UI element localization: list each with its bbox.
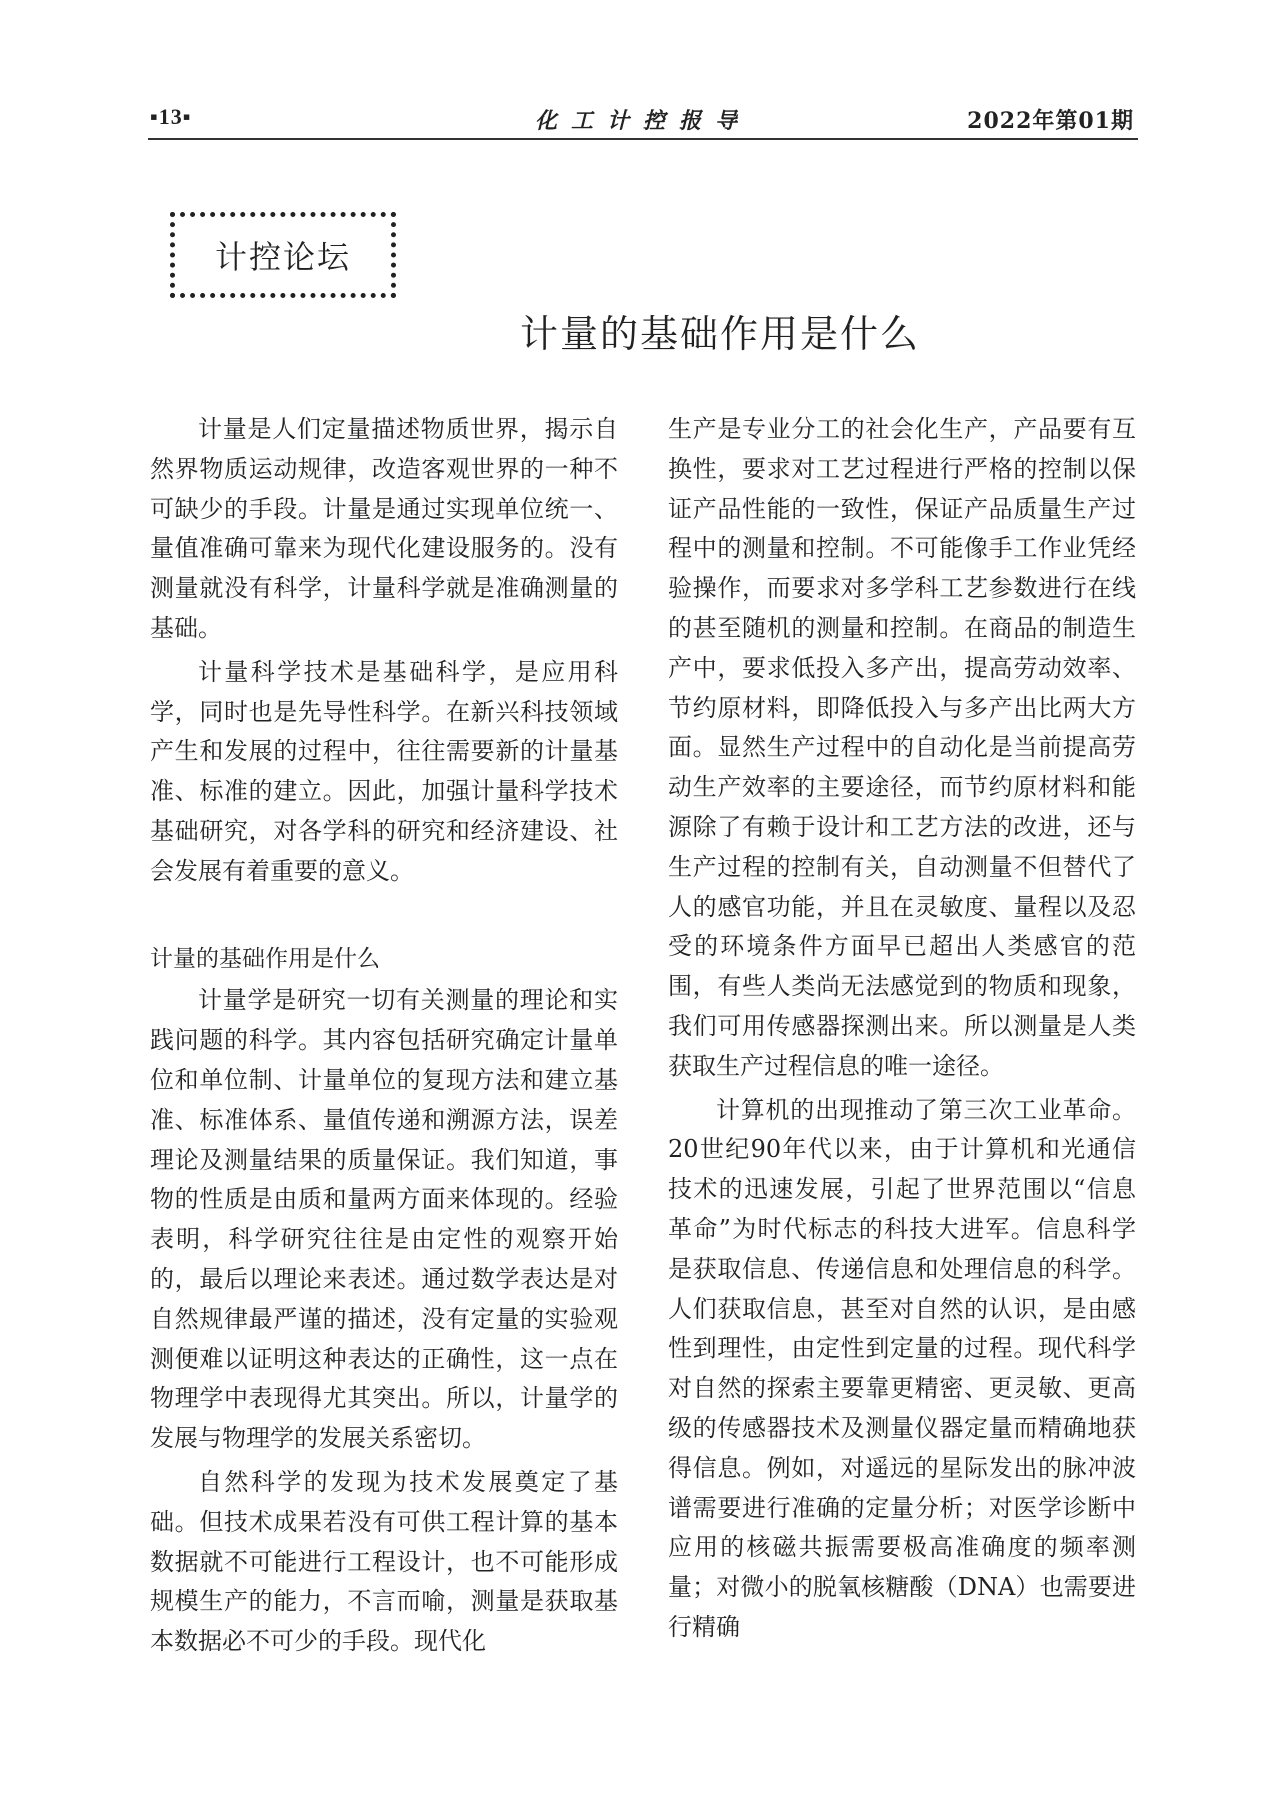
section-subheading: 计量的基础作用是什么	[150, 945, 380, 972]
intro-paragraph-1: 计量是人们定量描述物质世界，揭示自然界物质运动规律，改造客观世界的一种不可缺少的手段。计量是通过实现单位统一、量值准确可靠来为现代化建设服务的。没有测量就没有科学，计量科学就是准确测量的基础。	[150, 415, 618, 642]
section-spacer	[150, 896, 618, 940]
body-paragraph-2: 自然科学的发现为技术发展奠定了基础。但技术成果若没有可供工程计算的基本数据就不可能进行工程设计，也不可能形成规模生产的能力，不言而喻，测量是获取基本数据必不可少的手段。现代化	[150, 1467, 618, 1656]
section-label-box	[170, 212, 396, 298]
page-header	[148, 104, 1138, 140]
section-label: 计控论坛	[214, 238, 351, 276]
intro-paragraph-2: 计量科学技术是基础科学，是应用科学，同时也是先导性科学。在新兴科技领域产生和发展的过程中，往往需要新的计量基准、标准的建立。因此，加强计量科学技术基础研究，对各学科的研究和经济建设、社会发展有着重要的意义。	[150, 657, 618, 885]
issue-label: 2022年第01期	[967, 108, 1134, 134]
right-column	[668, 410, 1136, 1652]
page-number: ▪13▪	[150, 104, 192, 129]
body-paragraph-3: 计算机的出现推动了第三次工业革命。20世纪90年代以来，由于计算机和光通信技术的迅速发展，引起了世界范围以“信息革命”为时代标志的科技大进军。信息科学是获取信息、传递信息和处理信息的科学。人们获取信息，甚至对自然的认识，是由感性到理性，由定性到定量的过程。现代科学对自然的探索主要靠更精密、更灵敏、更高级的传感器技术及测量仪器定量而精确地获得信息。例如，对遥远的星际发出的脉冲波谱需要进行准确的定量分析；对医学诊断中应用的核磁共振需要极高准确度的频率测量；对微小的脱氧核糖酸（DNA）也需要进行精确	[668, 1095, 1136, 1641]
continued-paragraph: 生产是专业分工的社会化生产，产品要有互换性，要求对工艺过程进行严格的控制以保证产品性能的一致性，保证产品质量生产过程中的测量和控制。不可能像手工作业凭经验操作，而要求对多学科工艺参数进行在线的甚至随机的测量和控制。在商品的制造生产中，要求低投入多产出，提高劳动效率、节约原材料，即降低投入与多产出比两大方面。显然生产过程中的自动化是当前提高劳动生产效率的主要途径，而节约原材料和能源除了有赖于设计和工艺方法的改进，还与生产过程的控制有关，自动测量不但替代了人的感官功能，并且在灵敏度、量程以及忍受的环境条件方面早已超出人类感官的范围，有些人类尚无法感觉到的物质和现象，我们可用传感器探测出来。所以测量是人类获取生产过程信息的唯一途径。	[668, 415, 1136, 1080]
journal-name: 化工计控报导	[534, 108, 751, 134]
body-paragraph-1: 计量学是研究一切有关测量的理论和实践问题的科学。其内容包括研究确定计量单位和单位制、计量单位的复现方法和建立基准、标准体系、量值传递和溯源方法，误差理论及测量结果的质量保证。我们知道，事物的性质是由质和量两方面来体现的。经验表明，科学研究往往是由定性的观察开始的，最后以理论来表述。通过数学表达是对自然规律最严谨的描述，没有定量的实验观测便难以证明这种表达的正确性，这一点在物理学中表现得尤其突出。所以，计量学的发展与物理学的发展关系密切。	[150, 986, 618, 1453]
left-column	[150, 410, 618, 1666]
article-title: 计量的基础作用是什么	[519, 312, 920, 356]
